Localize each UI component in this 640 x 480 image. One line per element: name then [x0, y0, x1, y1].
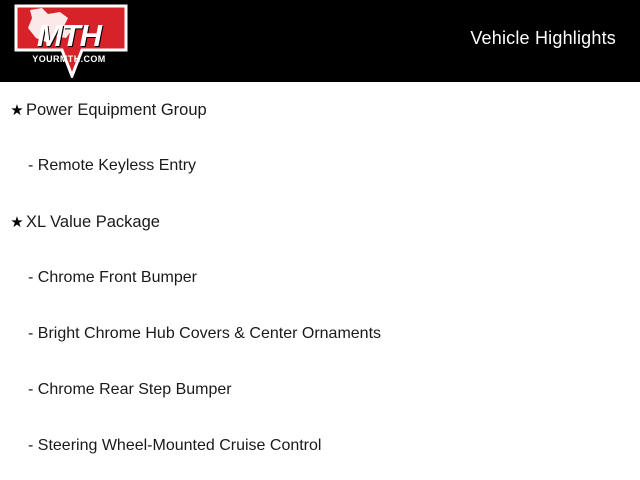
list-item-label: XL Value Package: [26, 213, 160, 231]
list-item-label: - Remote Keyless Entry: [28, 157, 197, 174]
mth-logo-wordmark: MTH: [36, 18, 102, 53]
list-item-label: - Chrome Front Bumper: [28, 269, 197, 286]
page-title: Vehicle Highlights: [470, 28, 616, 48]
list-item: [0, 250, 640, 306]
star-icon: ★: [10, 213, 24, 231]
list-item: [0, 418, 640, 474]
mth-logo[interactable]: [8, 4, 130, 78]
list-item: [0, 138, 640, 194]
list-item-label: - Bright Chrome Hub Covers & Center Ornaments: [28, 325, 382, 342]
list-item: [0, 82, 640, 138]
highlights-list: [0, 82, 640, 474]
list-item-label: Power Equipment Group: [26, 101, 207, 119]
list-item-label: - Chrome Rear Step Bumper: [28, 381, 232, 398]
list-item: [0, 362, 640, 418]
list-item: [0, 194, 640, 250]
list-item: [0, 306, 640, 362]
star-icon: ★: [10, 101, 24, 119]
list-item-label: - Steering Wheel-Mounted Cruise Control: [28, 437, 322, 454]
page-header: [0, 0, 640, 82]
mth-logo-url: YOURMTH.COM: [32, 54, 106, 64]
